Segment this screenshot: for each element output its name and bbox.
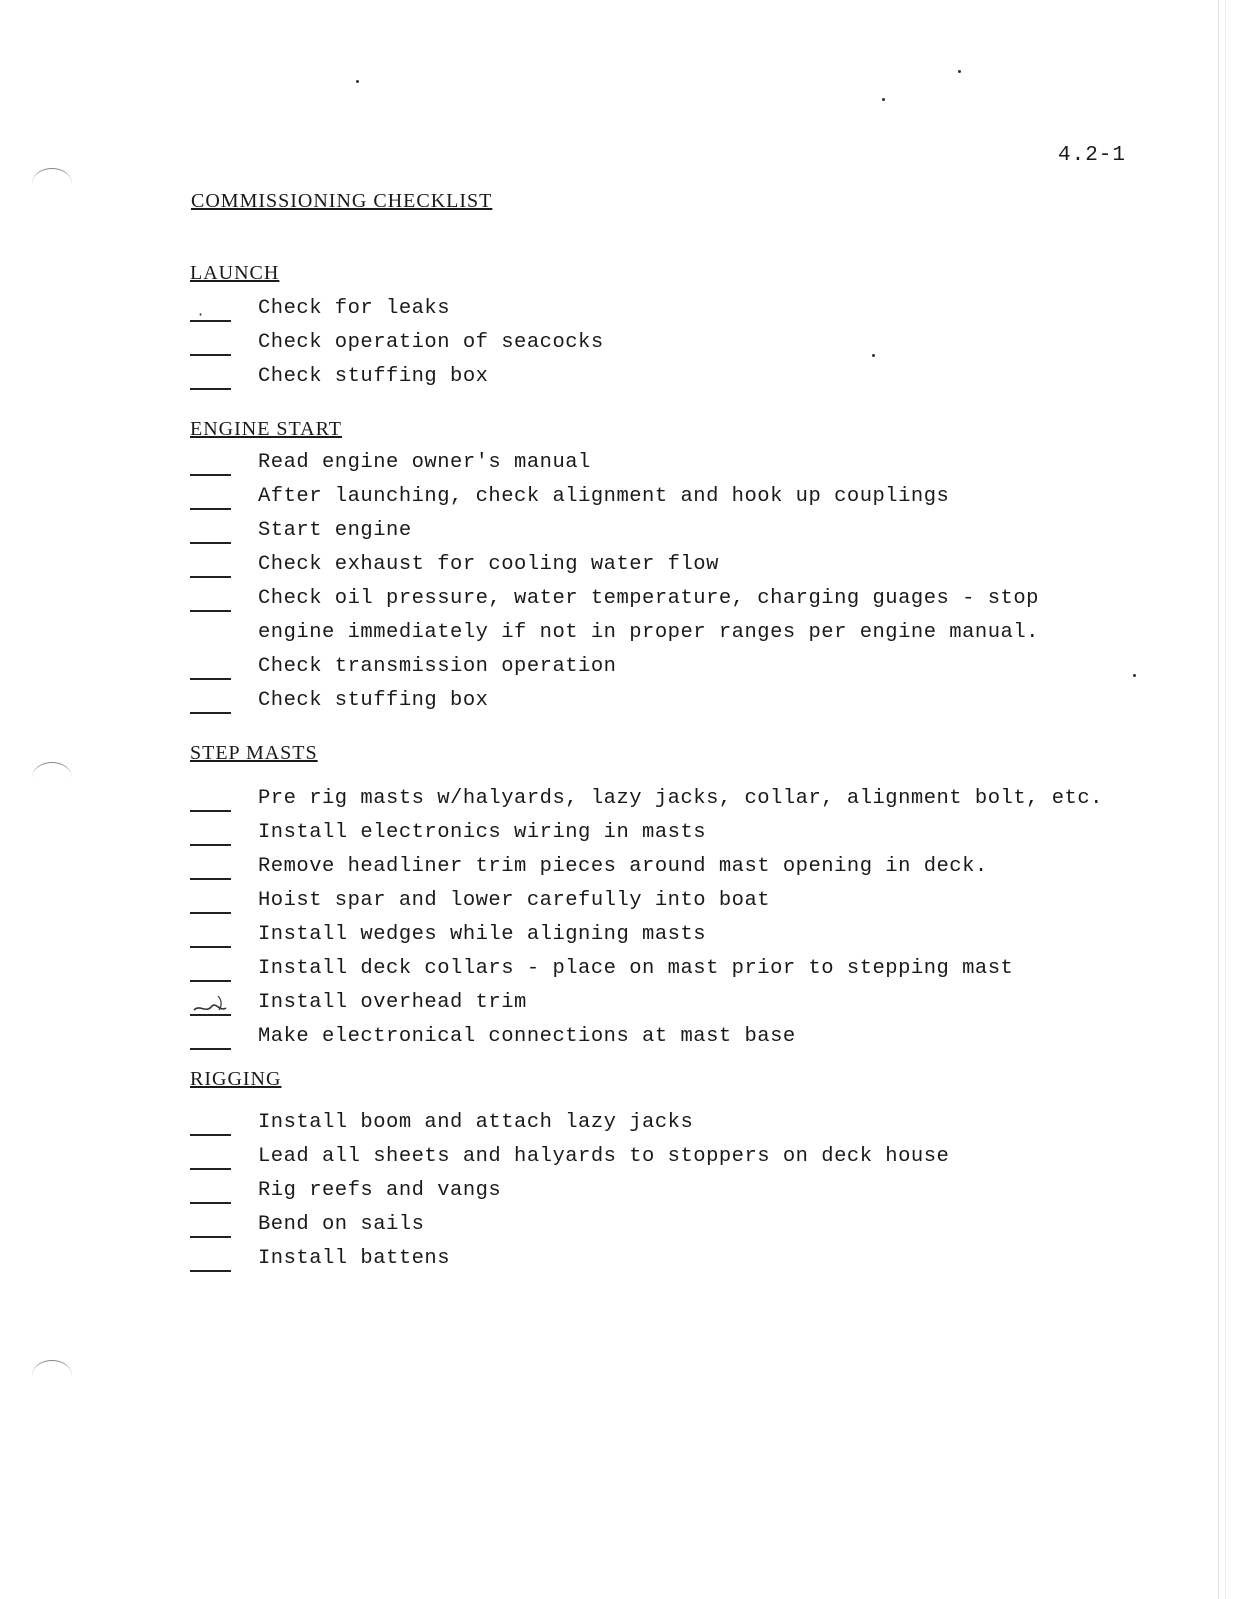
checklist-item[interactable]: Lead all sheets and halyards to stoppers on deck house — [190, 1140, 1190, 1174]
checklist-item[interactable]: Check oil pressure, water temperature, charging guages - stop engine immediately if not in proper ranges per engine manual. — [190, 582, 1190, 650]
punch-hole-mark — [32, 168, 72, 199]
punch-hole-mark — [32, 1360, 72, 1391]
check-blank[interactable] — [190, 474, 231, 476]
checklist-item[interactable]: Check stuffing box — [190, 360, 1190, 394]
checklist-item[interactable]: · Check for leaks — [190, 292, 1190, 326]
check-blank[interactable] — [190, 508, 231, 510]
check-blank[interactable] — [190, 1202, 231, 1204]
section-heading: LAUNCH — [190, 262, 280, 284]
scan-speck — [356, 80, 359, 83]
section-launch — [190, 258, 1190, 394]
check-blank[interactable] — [190, 678, 231, 680]
checklist-item[interactable]: Install battens — [190, 1242, 1190, 1276]
checklist-item[interactable]: Install overhead trim — [190, 986, 1190, 1020]
check-blank[interactable] — [190, 946, 231, 948]
check-blank[interactable] — [190, 610, 231, 612]
check-blank[interactable] — [190, 1134, 231, 1136]
checklist-item[interactable]: Check transmission operation — [190, 650, 1190, 684]
checklist-item[interactable]: Pre rig masts w/halyards, lazy jacks, collar, alignment bolt, etc. — [190, 782, 1190, 816]
check-blank[interactable] — [190, 354, 231, 356]
checklist-item[interactable]: Install boom and attach lazy jacks — [190, 1106, 1190, 1140]
checklist-item[interactable]: Check exhaust for cooling water flow — [190, 548, 1190, 582]
pencil-dot-icon: · — [198, 305, 204, 324]
check-blank[interactable] — [190, 878, 231, 880]
check-blank[interactable] — [190, 1236, 231, 1238]
section-rigging — [190, 1064, 1190, 1276]
check-blank[interactable] — [190, 1048, 231, 1050]
check-blank[interactable] — [190, 576, 231, 578]
checklist-item[interactable]: Start engine — [190, 514, 1190, 548]
checklist-item[interactable]: Install wedges while aligning masts — [190, 918, 1190, 952]
check-blank[interactable] — [190, 712, 231, 714]
page-number: 4.2-1 — [1058, 144, 1127, 167]
checklist-item[interactable]: Check stuffing box — [190, 684, 1190, 718]
section-heading: RIGGING — [190, 1068, 282, 1090]
checklist-item[interactable]: Remove headliner trim pieces around mast opening in deck. — [190, 850, 1190, 884]
section-heading: ENGINE START — [190, 418, 342, 440]
checklist-item[interactable]: Check operation of seacocks — [190, 326, 1190, 360]
punch-hole-mark — [32, 762, 72, 793]
check-blank[interactable] — [190, 810, 231, 812]
section-engine-start — [190, 414, 1190, 718]
check-blank[interactable] — [190, 1270, 231, 1272]
scan-speck — [882, 98, 885, 101]
check-blank[interactable] — [190, 542, 231, 544]
scan-speck — [958, 70, 961, 73]
check-blank[interactable] — [190, 912, 231, 914]
page-title: COMMISSIONING CHECKLIST — [191, 190, 493, 212]
checklist-item[interactable]: Make electronical connections at mast base — [190, 1020, 1190, 1054]
section-heading: STEP MASTS — [190, 742, 318, 764]
checklist-item[interactable]: Hoist spar and lower carefully into boat — [190, 884, 1190, 918]
checklist-item[interactable]: Install electronics wiring in masts — [190, 816, 1190, 850]
checklist-item[interactable]: Install deck collars - place on mast prior to stepping mast — [190, 952, 1190, 986]
check-blank[interactable] — [190, 1168, 231, 1170]
check-blank[interactable] — [190, 320, 231, 322]
scan-edge — [1218, 0, 1226, 1599]
handwritten-check-icon — [192, 992, 232, 1020]
section-step-masts — [190, 738, 1190, 1054]
check-blank[interactable] — [190, 980, 231, 982]
checklist-item[interactable]: Bend on sails — [190, 1208, 1190, 1242]
checklist-item[interactable]: Read engine owner's manual — [190, 446, 1190, 480]
checklist-item[interactable]: Rig reefs and vangs — [190, 1174, 1190, 1208]
check-blank[interactable] — [190, 844, 231, 846]
checklist-item[interactable]: After launching, check alignment and hook up couplings — [190, 480, 1190, 514]
check-blank[interactable] — [190, 388, 231, 390]
